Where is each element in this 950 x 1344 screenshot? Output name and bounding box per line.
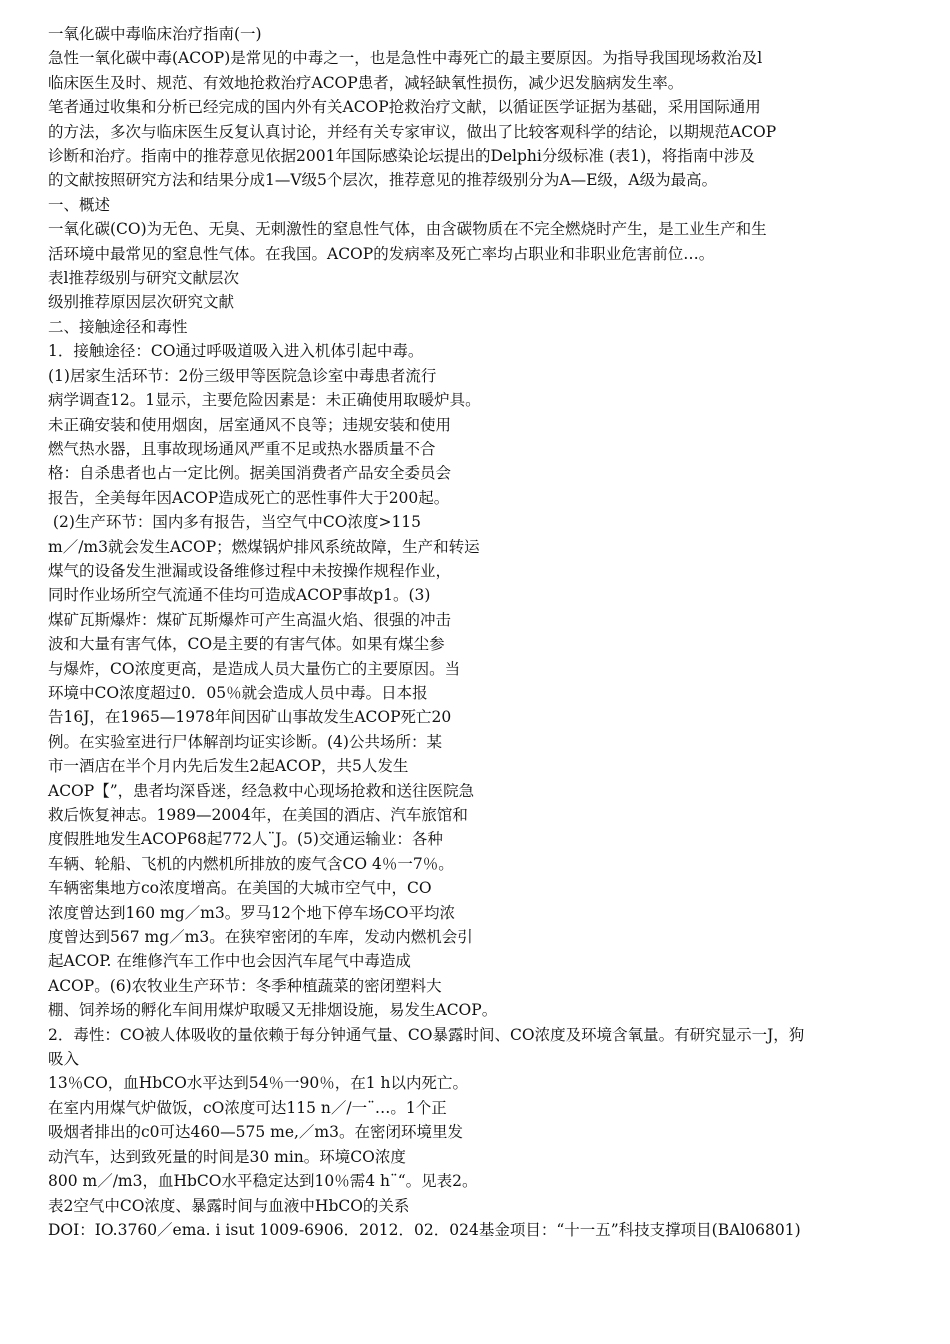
text-line: 笔者通过收集和分析已经完成的国内外有关ACOP抢救治疗文献，以循证医学证据为基础，采用国际通用	[48, 98, 761, 117]
text-line: 的方法，多次与临床医生反复认真讨论，并经有关专家审议，做出了比较客观科学的结论，以期规范ACOP	[48, 122, 777, 141]
document-body	[48, 22, 908, 1242]
table-caption: 表l推荐级别与研究文献层次	[48, 269, 239, 288]
text-line: 浓度曾达到160 mg／m3。罗马12个地下停车场CO平均浓	[48, 903, 455, 922]
text-line: 在室内用煤气炉做饭，cO浓度可达115 n／/一¨…。1个正	[48, 1098, 447, 1117]
section-heading: 二、接触途径和毒性	[48, 317, 188, 336]
text-line: (2)生产环节：国内多有报告，当空气中CO浓度>115	[48, 513, 422, 532]
text-line: 诊断和治疗。指南中的推荐意见依据2001年国际感染论坛提出的Delphi分级标准 (表1)，将指南中涉及	[48, 147, 755, 166]
text-line: 13％CO，血HbCO水平达到54％一90％，在1 h以内死亡。	[48, 1074, 469, 1093]
text-line: 吸入	[48, 1050, 80, 1069]
text-line: 吸烟者排出的c0可达460—575 me,／m3。在密闭环境里发	[48, 1123, 463, 1142]
text-line: 活环境中最常见的窒息性气体。在我国。ACOP的发病率及死亡率均占职业和非职业危害前位…。	[48, 244, 715, 263]
document-title: 一氧化碳中毒临床治疗指南(一)	[48, 25, 262, 43]
text-line: 800 m／/m3，血HbCO水平稳定达到10％需4 h¨“。见表2。	[48, 1172, 478, 1191]
text-line: 的文献按照研究方法和结果分成1—V级5个层次，推荐意见的推荐级别分为A—E级，A级为最高。	[48, 171, 718, 190]
table-caption: 表2空气中CO浓度、暴露时间与血液中HbCO的关系	[48, 1196, 410, 1215]
text-line: 波和大量有害气体，CO是主要的有害气体。如果有煤尘参	[48, 635, 445, 654]
text-line: 棚、饲养场的孵化车间用煤炉取暖又无排烟设施，易发生ACOP。	[48, 1001, 498, 1020]
text-line: 救后恢复神志。1989—2004年，在美国的酒店、汽车旅馆和	[48, 806, 468, 824]
text-line: ACOP。(6)农牧业生产环节：冬季种植蔬菜的密闭塑料大	[48, 976, 442, 995]
text-line: 告16J，在1965—1978年间因矿山事故发生ACOP死亡20	[48, 708, 452, 727]
text-line: m／/m3就会发生ACOP；燃煤锅炉排风系统故障，生产和转运	[48, 537, 480, 556]
text-line: 车辆密集地方co浓度增高。在美国的大城市空气中，CO	[48, 879, 432, 898]
text-line: 病学调查12。1显示，主要危险因素是：未正确使用取暖炉具。	[48, 391, 481, 410]
text-line: 与爆炸，CO浓度更高，是造成人员大量伤亡的主要原因。当	[48, 659, 461, 678]
text-line: 环境中CO浓度超过0．05％就会造成人员中毒。日本报	[48, 683, 428, 702]
text-line: 2．毒性：CO被人体吸收的量依赖于每分钟通气量、CO暴露时间、CO浓度及环境含氧量。有研究显示一J，狗	[48, 1025, 805, 1044]
text-line: 急性一氧化碳中毒(ACOP)是常见的中毒之一，也是急性中毒死亡的最主要原因。为指导我国现场救治及l	[48, 49, 763, 68]
text-line: 1．接触途径：CO通过呼吸道吸入进入机体引起中毒。	[48, 342, 424, 361]
text-line: 度假胜地发生ACOP68起772人¨J。(5)交通运输业：各种	[48, 830, 443, 849]
doi-footer: DOI：IO.3760／ema. i isut 1009-6906．2012．02．024基金项目：“十一五”科技支撑项目(BAl06801)	[48, 1220, 801, 1239]
text-line: 同时作业场所空气流通不佳均可造成ACOP事故p1。(3)	[48, 586, 431, 605]
text-line: 临床医生及时、规范、有效地抢救治疗ACOP患者，减轻缺氧性损伤，减少迟发脑病发生率。	[48, 73, 684, 92]
text-line: 燃气热水器，且事故现场通风严重不足或热水器质量不合	[48, 439, 436, 458]
text-line: 起ACOP. 在维修汽车工作中也会因汽车尾气中毒造成	[48, 952, 411, 971]
text-line: 煤气的设备发生泄漏或设备维修过程中未按操作规程作业，	[48, 561, 452, 580]
text-line: 格：自杀患者也占一定比例。据美国消费者产品安全委员会	[48, 464, 452, 483]
text-line: (1)居家生活环节：2份三级甲等医院急诊室中毒患者流行	[48, 366, 437, 385]
section-heading: 一、概述	[48, 195, 111, 214]
text-line: 报告，全美每年因ACOP造成死亡的恶性事件大于200起。	[48, 488, 450, 507]
text-line: 例。在实验室进行尸体解剖均证实诊断。(4)公共场所：某	[48, 732, 442, 751]
text-line: 车辆、轮船、飞机的内燃机所排放的废气含CO 4％一7％。	[48, 854, 454, 873]
text-line: 动汽车，达到致死量的时间是30 min。环境CO浓度	[48, 1147, 406, 1166]
text-line: 未正确安装和使用烟囱，居室通风不良等；违规安装和使用	[48, 415, 452, 434]
text-line: 煤矿瓦斯爆炸：煤矿瓦斯爆炸可产生高温火焰、很强的冲击	[48, 610, 452, 629]
text-line: ACOP【”，患者均深昏迷，经急救中心现场抢救和送往医院急	[48, 781, 475, 800]
table-header: 级别推荐原因层次研究文献	[48, 293, 235, 312]
text-line: 市一酒店在半个月内先后发生2起ACOP，共5人发生	[48, 757, 409, 776]
text-line: 度曾达到567 mg／m3。在狭窄密闭的车库，发动内燃机会引	[48, 928, 473, 947]
text-line: 一氧化碳(CO)为无色、无臭、无刺激性的窒息性气体，由含碳物质在不完全燃烧时产生，是工业生产和生	[48, 220, 767, 239]
